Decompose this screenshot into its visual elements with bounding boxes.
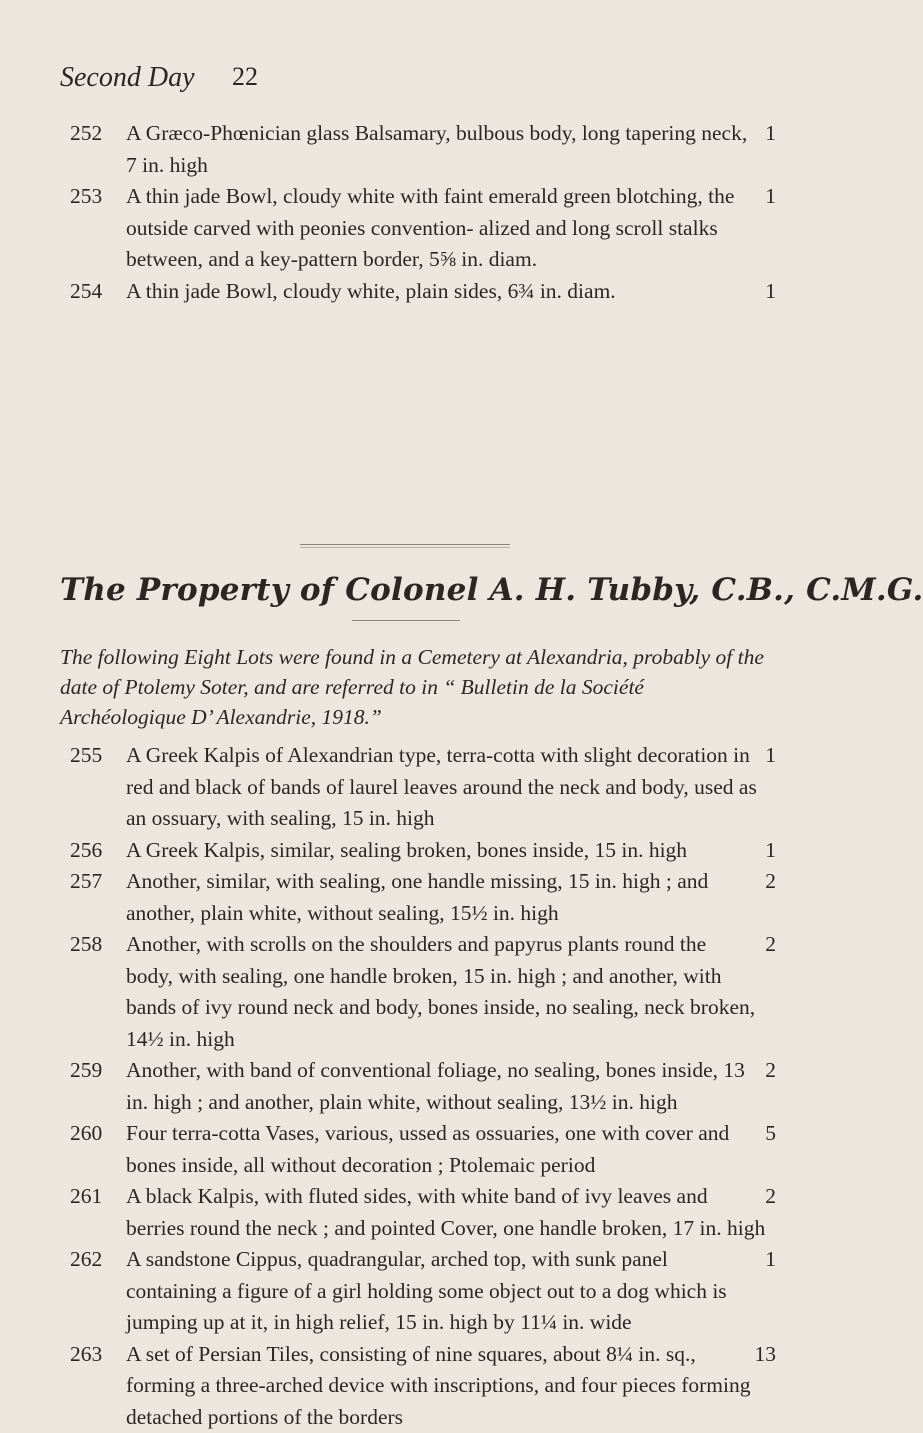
lot-entry — [0, 181, 800, 276]
lot-number: 256 — [70, 835, 120, 867]
lot-description: A black Kalpis, with fluted sides, with white band of ivy leaves and berries round the neck ; and pointed Cover, one handle broken, 17 in. high — [126, 1184, 765, 1240]
lot-quantity: 2 — [765, 866, 776, 898]
lot-number: 263 — [70, 1339, 120, 1371]
intro-note — [60, 642, 772, 732]
lot-number: 255 — [70, 740, 120, 772]
lot-quantity: 1 — [765, 1244, 776, 1276]
lot-number: 252 — [70, 118, 120, 150]
lot-entry — [0, 118, 800, 181]
page-header — [0, 62, 800, 102]
section-rule — [300, 544, 510, 545]
property-heading: The Property of Colonel A. H. Tubby, C.B., C.M.G. — [60, 572, 790, 608]
lot-entry — [0, 1118, 800, 1181]
lot-number: 257 — [70, 866, 120, 898]
lot-number: 258 — [70, 929, 120, 961]
lot-entry — [0, 1055, 800, 1118]
lot-number: 261 — [70, 1181, 120, 1213]
lot-description: A thin jade Bowl, cloudy white, plain sides, 6¾ in. diam. — [126, 279, 616, 303]
section-rule — [300, 547, 510, 548]
intro-text: The following Eight Lots were found in a Cemetery at Alexandria, probably of the date of Ptolemy Soter, and are referred to in “ Bulletin de la Société Archéologique D’ Alexandrie, 1918.” — [60, 642, 772, 732]
lot-entry — [0, 1181, 800, 1244]
lot-number: 259 — [70, 1055, 120, 1087]
lot-description: A Græco-Phœnician glass Balsamary, bulbous body, long tapering neck, 7 in. high — [126, 121, 747, 177]
lot-number: 253 — [70, 181, 120, 213]
lot-number: 262 — [70, 1244, 120, 1276]
lot-entry — [0, 1244, 800, 1339]
lot-description: A Greek Kalpis, similar, sealing broken, bones inside, 15 in. high — [126, 838, 687, 862]
lot-quantity: 1 — [765, 118, 776, 150]
page-number: 22 — [232, 62, 258, 92]
lot-list-second — [0, 740, 800, 1433]
lot-description: Another, similar, with sealing, one handle missing, 15 in. high ; and another, plain white, without sealing, 15½ in. high — [126, 869, 708, 925]
lot-quantity: 13 — [755, 1339, 777, 1371]
lot-entry — [0, 929, 800, 1055]
lot-quantity: 2 — [765, 929, 776, 961]
lot-description: A set of Persian Tiles, consisting of nine squares, about 8¼ in. sq., forming a three-arched device with inscriptions, and four pieces forming detached portions of the borders — [126, 1342, 750, 1429]
lot-description: A Greek Kalpis of Alexandrian type, terra-cotta with slight decoration in red and black of bands of laurel leaves around the neck and body, used as an ossuary, with sealing, 15 in. high — [126, 743, 757, 830]
lot-entry — [0, 740, 800, 835]
lot-quantity: 1 — [765, 276, 776, 308]
heading-rule — [352, 620, 460, 621]
lot-number: 260 — [70, 1118, 120, 1150]
lot-number: 254 — [70, 276, 120, 308]
lot-description: Another, with scrolls on the shoulders and papyrus plants round the body, with sealing, one handle broken, 15 in. high ; and another, with bands of ivy round neck and body, bones inside, no sealing, neck broken, 14½ in. high — [126, 932, 755, 1051]
lot-description: Another, with band of conventional foliage, no sealing, bones inside, 13 in. high ; and another, plain white, without sealing, 13½ in. high — [126, 1058, 745, 1114]
lot-description: Four terra-cotta Vases, various, ussed as ossuaries, one with cover and bones inside, all without decoration ; Ptolemaic period — [126, 1121, 729, 1177]
lot-quantity: 1 — [765, 181, 776, 213]
lot-entry — [0, 1339, 800, 1433]
lot-list-first — [0, 118, 800, 307]
lot-entry — [0, 835, 800, 867]
lot-description: A thin jade Bowl, cloudy white with faint emerald green blotching, the outside carved with peonies convention- alized and long scroll stalks between, and a key-pattern border, 5⅝ in. diam. — [126, 184, 734, 271]
lot-entry — [0, 866, 800, 929]
lot-quantity: 2 — [765, 1181, 776, 1213]
lot-quantity: 1 — [765, 835, 776, 867]
lot-quantity: 2 — [765, 1055, 776, 1087]
running-head: Second Day — [60, 62, 195, 94]
lot-quantity: 5 — [765, 1118, 776, 1150]
lot-quantity: 1 — [765, 740, 776, 772]
lot-description: A sandstone Cippus, quadrangular, arched top, with sunk panel containing a figure of a girl holding some object out to a dog which is jumping up at it, in high relief, 15 in. high by 11¼ in. wide — [126, 1247, 727, 1334]
lot-entry — [0, 276, 800, 308]
